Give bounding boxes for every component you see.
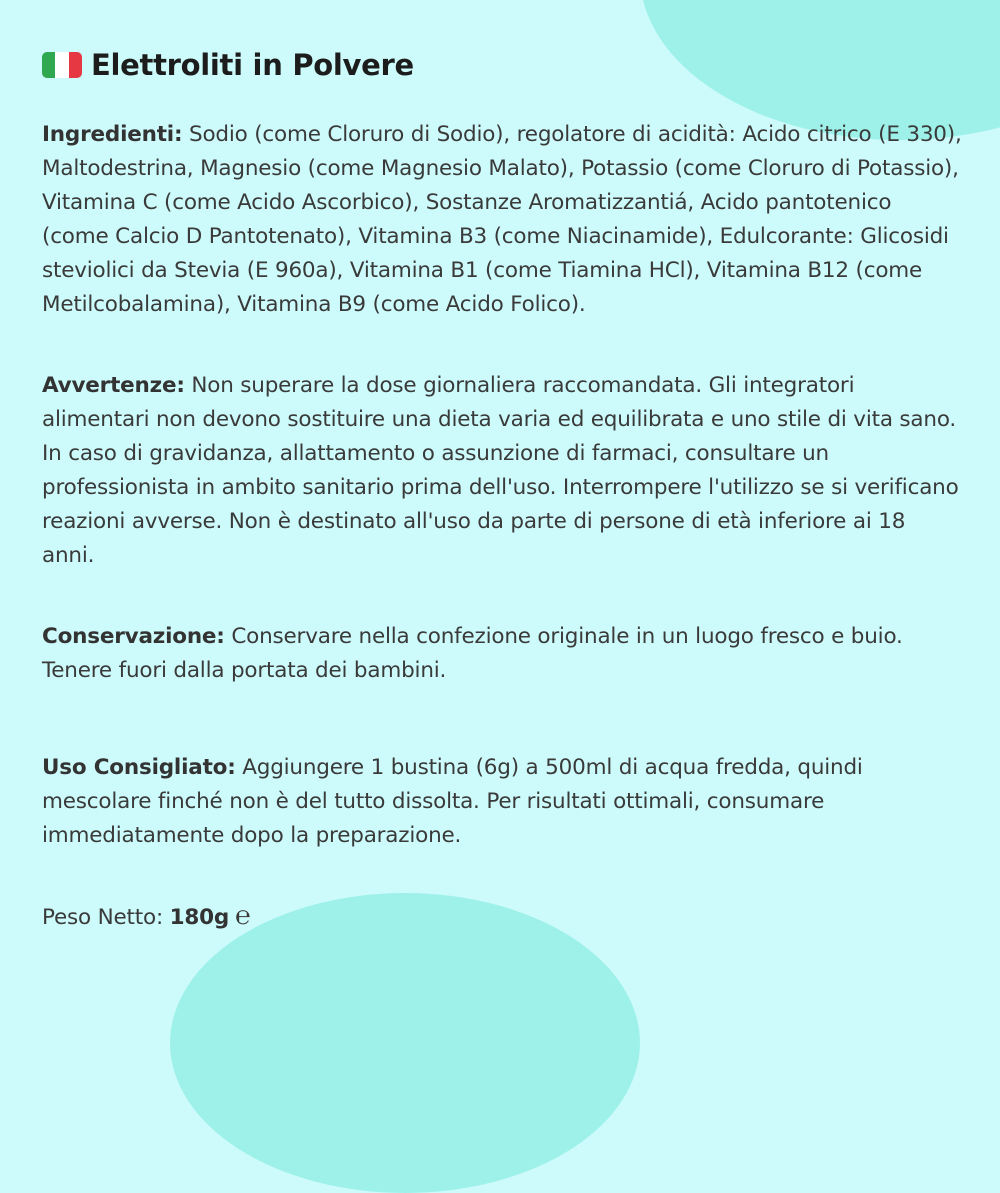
decorative-blob-bottom [170, 893, 640, 1193]
net-weight-label: Peso Netto: [42, 905, 170, 930]
italy-flag-icon [42, 52, 82, 78]
ingredients-label: Ingredienti: [42, 122, 183, 147]
warnings-label: Avvertenze: [42, 373, 185, 398]
warnings-text: Non superare la dose giornaliera raccomandata. Gli integratori alimentari non devono sostituire una dieta varia ed equilibrata e uno stile di vita sano. In caso di gravidanza, allattamento o assunzione di farmaci, consultare un professionista in ambito sanitario prima dell'uso. Interrompere l'utilizzo se si verificano reazioni avverse. Non è destinato all'uso da parte di persone di età inferiore ai 18 anni. [42, 373, 959, 568]
ingredients-text: Sodio (come Cloruro di Sodio), regolatore di acidità: Acido citrico (E 330), Maltodestrina, Magnesio (come Magnesio Malato), Potassio (come Cloruro di Potassio), Vitamina C (come Acido Ascorbico), Sostanze Aromatizzantiá, Acido pantotenico (come Calcio D Pantotenato), Vitamina B3 (come Niacinamide), Edulcorante: Glicosidi steviolici da Stevia (E 960a), Vitamina B1 (come Tiamina HCl), Vitamina B12 (come Metilcobalamina), Vitamina B9 (come Acido Folico). [42, 122, 962, 317]
estimated-sign-icon: ℮ [235, 901, 251, 931]
usage-section [42, 751, 962, 853]
label-content [42, 40, 962, 935]
ingredients-section [42, 118, 962, 322]
usage-label: Uso Consigliato: [42, 755, 236, 780]
storage-text: Conservare nella confezione originale in un luogo fresco e buio. Tenere fuori dalla portata dei bambini. [42, 624, 903, 683]
net-weight-value: 180g [169, 905, 230, 930]
usage-text: Aggiungere 1 bustina (6g) a 500ml di acqua fredda, quindi mescolare finché non è del tutto dissolta. Per risultati ottimali, consumare immediatamente dopo la preparazione. [42, 755, 863, 848]
storage-label: Conservazione: [42, 624, 225, 649]
title-row [42, 40, 962, 90]
storage-section [42, 620, 962, 688]
warnings-section [42, 369, 962, 573]
page-title: Elettroliti in Polvere [91, 48, 414, 82]
net-weight-section [42, 899, 962, 935]
